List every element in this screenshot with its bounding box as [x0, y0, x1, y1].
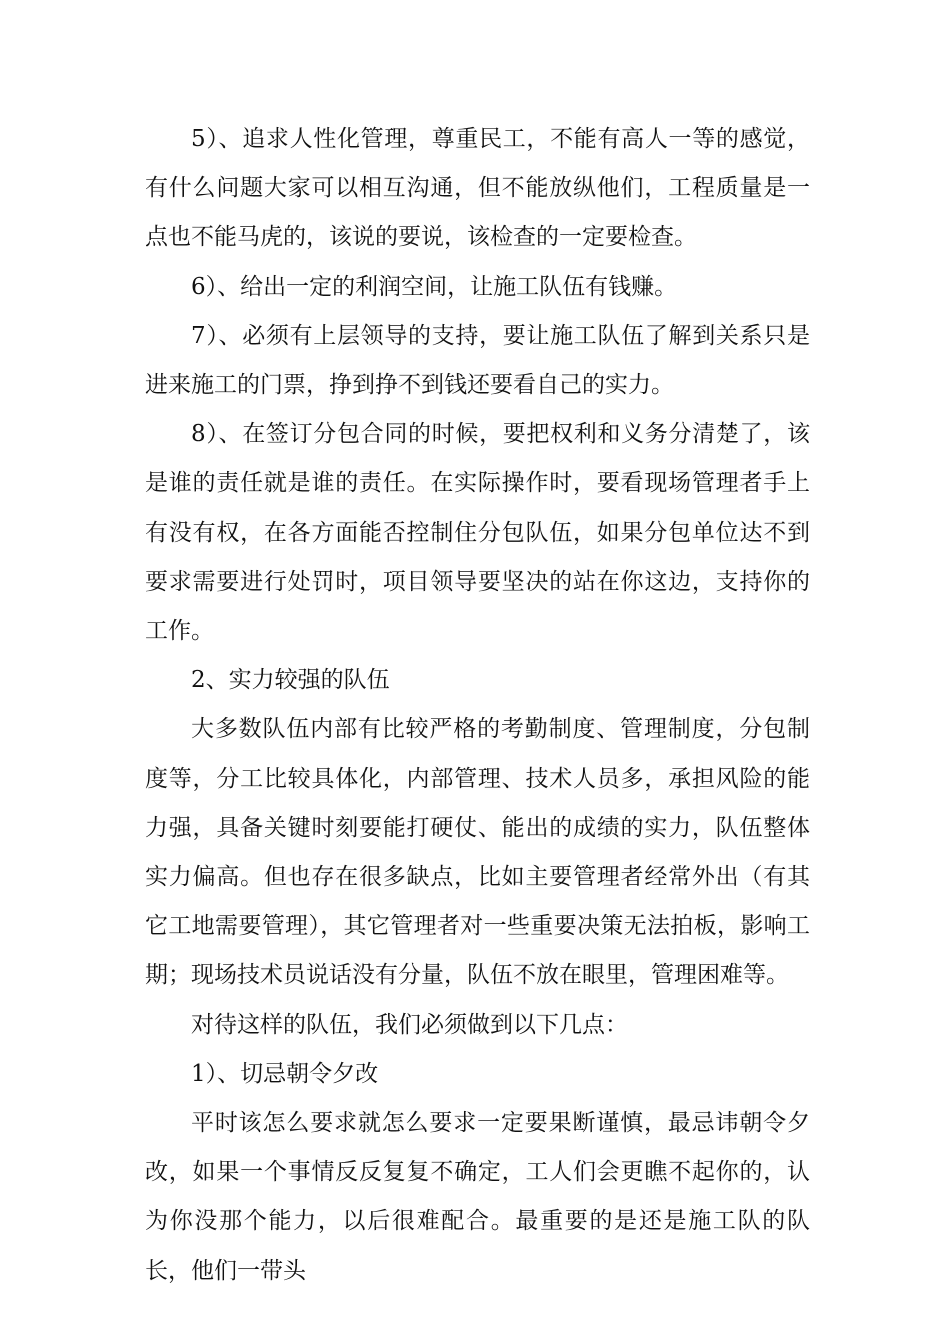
- paragraph-item-5: 5）、追求人性化管理，尊重民工，不能有高人一等的感觉，有什么问题大家可以相互沟通，但不能放纵他们，工程质量是一点也不能马虎的，该说的要说，该检查的一定要检查。: [145, 126, 810, 251]
- paragraph-item-1-heading: 1）、切忌朝令夕改: [191, 1060, 379, 1087]
- section-heading-strong-teams: 2、实力较强的队伍: [191, 667, 390, 694]
- document-body: [145, 115, 810, 1296]
- paragraph-item-7: 7）、必须有上层领导的支持，要让施工队伍了解到关系只是进来施工的门票，挣到挣不到钱还要看自己的实力。: [145, 322, 810, 399]
- paragraph-item-8: 8）、在签订分包合同的时候，要把权利和义务分清楚了，该是谁的责任就是谁的责任。在实际操作时，要看现场管理者手上有没有权，在各方面能否控制住分包队伍，如果分包单位达不到要求需要进行处罚时，项目领导要坚决的站在你这边，支持你的工作。: [145, 421, 810, 645]
- paragraph-item-1-body: 平时该怎么要求就怎么要求一定要果断谨慎，最忌讳朝令夕改，如果一个事情反反复复不确定，工人们会更瞧不起你的，认为你没那个能力，以后很难配合。最重要的是还是施工队的队长，他们一带头: [145, 1110, 810, 1284]
- paragraph-measures-intro: 对待这样的队伍，我们必须做到以下几点：: [191, 1011, 628, 1038]
- paragraph-strong-teams-description: 大多数队伍内部有比较严格的考勤制度、管理制度，分包制度等，分工比较具体化，内部管理、技术人员多，承担风险的能力强，具备关键时刻要能打硬仗、能出的成绩的实力，队伍整体实力偏高。但也存在很多缺点，比如主要管理者经常外出（有其它工地需要管理），其它管理者对一些重要决策无法拍板，影响工期；现场技术员说话没有分量，队伍不放在眼里，管理困难等。: [145, 716, 810, 989]
- paragraph-item-6: 6）、给出一定的利润空间，让施工队伍有钱赚。: [191, 273, 678, 300]
